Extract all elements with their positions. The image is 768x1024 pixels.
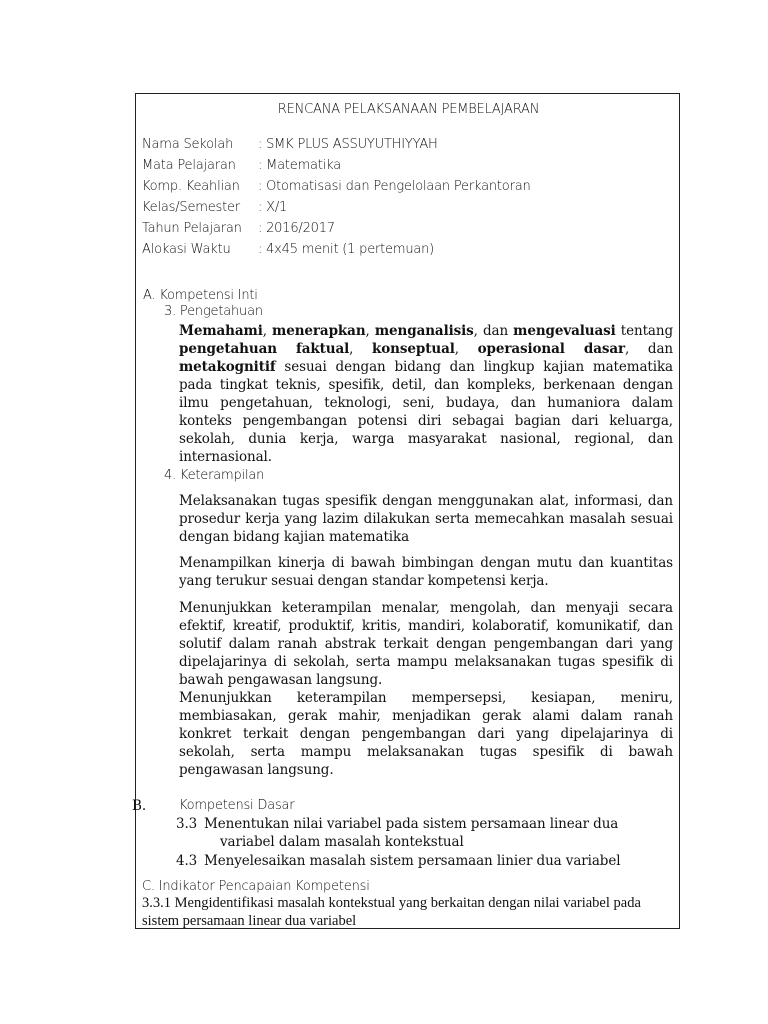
kd-3-3-line2: variabel dalam masalah kontekstual (220, 834, 464, 850)
info-label-subject: Mata Pelajaran (142, 158, 236, 173)
keterampilan-paragraph-1: Melaksanakan tugas spesifik dengan menggunakan alat, informasi, dan prosedur kerja yang lazim dilakukan serta memecahkan masalah sesuai dengan bidang kajian matematika (179, 493, 673, 545)
section-a-item4-heading: 4. Keterampilan (164, 468, 265, 483)
info-value-class: : X/1 (258, 200, 288, 215)
info-value-expertise: : Otomatisasi dan Pengelolaan Perkantoran (258, 179, 531, 194)
info-value-subject: : Matematika (258, 158, 341, 173)
info-value-time: : 4x45 menit (1 pertemuan) (258, 242, 435, 257)
document-title: RENCANA PELAKSANAAN PEMBELAJARAN (277, 102, 540, 117)
keterampilan-paragraph-3: Menunjukkan keterampilan menalar, mengolah, dan menyaji secara efektif, kreatif, produktif, kritis, mandiri, kolaboratif, komunikatif, dan solutif dalam ranah abstrak terkait dengan pengembangan dari yang dipelajarinya di sekolah, serta mampu melaksanakan tugas spesifik di bawah pengawasan langsung. (179, 600, 673, 688)
info-value-year: : 2016/2017 (258, 221, 335, 236)
info-label-expertise: Komp. Keahlian (142, 179, 240, 194)
section-a-heading: A. Kompetensi Inti (143, 288, 258, 303)
indicator-line-2: sistem persamaan linear dua variabel (142, 913, 357, 929)
info-label-class: Kelas/Semester (142, 200, 240, 215)
section-c-heading: C. Indikator Pencapaian Kompetensi (142, 879, 370, 894)
kd-4-3-line1: Menyelesaikan masalah sistem persamaan linier dua variabel (204, 853, 621, 869)
kd-4-3-number: 4.3 (176, 853, 198, 869)
kd-3-3-number: 3.3 (176, 816, 198, 832)
pengetahuan-paragraph: Memahami, menerapkan, menganalisis, dan mengevaluasi tentang pengetahuan faktual, konseptual, operasional dasar, dan metakognitif sesuai dengan bidang dan lingkup kajian matematika pada tingkat teknis, spesifik, detil, dan kompleks, berkenaan dengan ilmu pengetahuan, teknologi, seni, budaya, dan humaniora dalam konteks pengembangan potensi diri sebagai bagian dari keluarga, sekolah, dunia kerja, warga masyarakat nasional, regional, dan internasional. (179, 323, 673, 465)
info-label-time: Alokasi Waktu (142, 242, 231, 257)
section-b-letter: B. (132, 798, 147, 814)
kd-3-3-line1: Menentukan nilai variabel pada sistem persamaan linear dua (204, 816, 619, 832)
keterampilan-paragraph-4: Menunjukkan keterampilan mempersepsi, kesiapan, meniru, membiasakan, gerak mahir, menjadikan gerak alami dalam ranah konkret terkait dengan pengembangan dari yang dipelajarinya di sekolah, serta mampu melaksanakan tugas spesifik di bawah pengawasan langsung. (179, 690, 673, 778)
section-b-heading: Kompetensi Dasar (179, 798, 295, 813)
section-a-item3-heading: 3. Pengetahuan (164, 304, 263, 319)
info-label-year: Tahun Pelajaran (142, 221, 242, 236)
indicator-line-1: 3.3.1 Mengidentifikasi masalah kontekstual yang berkaitan dengan nilai variabel pada (142, 895, 641, 911)
document-frame (132, 93, 680, 929)
info-value-school: : SMK PLUS ASSUYUTHIYYAH (258, 137, 438, 152)
info-label-school: Nama Sekolah (142, 137, 234, 152)
keterampilan-paragraph-2: Menampilkan kinerja di bawah bimbingan dengan mutu dan kuantitas yang terukur sesuai dengan standar kompetensi kerja. (179, 555, 673, 589)
